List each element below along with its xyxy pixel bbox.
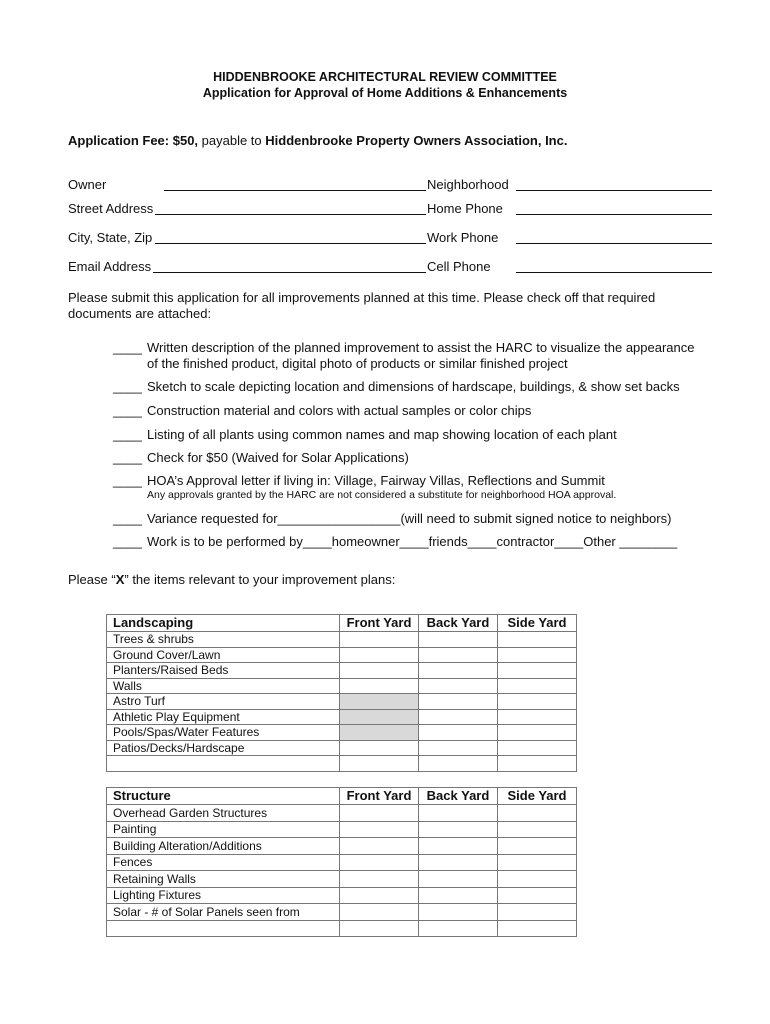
front-yard-cell[interactable] — [340, 678, 419, 694]
front-yard-cell[interactable] — [340, 756, 419, 772]
back-yard-cell[interactable] — [419, 920, 498, 937]
front-yard-cell-shaded — [340, 725, 419, 741]
table-row — [107, 887, 577, 904]
side-yard-cell[interactable] — [498, 647, 577, 663]
row-label: Fences — [107, 854, 340, 871]
column-header-side-yard: Side Yard — [498, 788, 577, 805]
row-label — [107, 756, 340, 772]
side-yard-cell[interactable] — [498, 887, 577, 904]
instructions: Please submit this application for all improvements planned at this time. Please check off that required documents are attached: — [68, 290, 656, 321]
x-instructions-after: ” the items relevant to your improvement plans: — [124, 572, 396, 587]
row-label: Retaining Walls — [107, 871, 340, 888]
back-yard-cell[interactable] — [419, 740, 498, 756]
front-yard-cell[interactable] — [340, 805, 419, 822]
table-row — [107, 821, 577, 838]
checkbox-blank[interactable]: ____ — [113, 403, 142, 418]
side-yard-cell[interactable] — [498, 821, 577, 838]
row-label: Trees & shrubs — [107, 632, 340, 648]
checklist-item: Variance requested for_________________(will need to submit signed notice to neighbors) — [147, 511, 672, 526]
back-yard-cell[interactable] — [419, 838, 498, 855]
side-yard-cell[interactable] — [498, 920, 577, 937]
back-yard-cell[interactable] — [419, 805, 498, 822]
front-yard-cell[interactable] — [340, 904, 419, 921]
table-row — [107, 663, 577, 679]
row-label: Overhead Garden Structures — [107, 805, 340, 822]
checkbox-blank[interactable]: ____ — [113, 340, 142, 355]
checkbox-blank[interactable]: ____ — [113, 511, 142, 526]
street-address-field[interactable] — [155, 214, 426, 215]
home-phone-label: Home Phone — [427, 201, 503, 216]
row-label: Ground Cover/Lawn — [107, 647, 340, 663]
row-label: Pools/Spas/Water Features — [107, 725, 340, 741]
owner-label: Owner — [68, 177, 107, 192]
back-yard-cell[interactable] — [419, 756, 498, 772]
front-yard-cell[interactable] — [340, 821, 419, 838]
front-yard-cell[interactable] — [340, 740, 419, 756]
back-yard-cell[interactable] — [419, 904, 498, 921]
row-label: Walls — [107, 678, 340, 694]
back-yard-cell[interactable] — [419, 632, 498, 648]
back-yard-cell[interactable] — [419, 678, 498, 694]
row-label: Solar - # of Solar Panels seen from — [107, 904, 340, 921]
table-row — [107, 694, 577, 710]
front-yard-cell[interactable] — [340, 854, 419, 871]
checklist-item: Work is to be performed by____homeowner____friends____contractor____Other ________ — [147, 534, 678, 549]
checkbox-blank[interactable]: ____ — [113, 427, 142, 442]
row-label: Painting — [107, 821, 340, 838]
row-label: Building Alteration/Additions — [107, 838, 340, 855]
column-header-back-yard: Back Yard — [419, 788, 498, 805]
side-yard-cell[interactable] — [498, 663, 577, 679]
x-mark: X — [115, 572, 125, 587]
back-yard-cell[interactable] — [419, 821, 498, 838]
checkbox-blank[interactable]: ____ — [113, 450, 142, 465]
column-header-front-yard: Front Yard — [340, 615, 419, 632]
checkbox-blank[interactable]: ____ — [113, 473, 142, 488]
front-yard-cell[interactable] — [340, 838, 419, 855]
table-row — [107, 756, 577, 772]
side-yard-cell[interactable] — [498, 740, 577, 756]
table-row — [107, 740, 577, 756]
checklist-item: Listing of all plants using common names and map showing location of each plant — [147, 427, 617, 442]
side-yard-cell[interactable] — [498, 694, 577, 710]
x-instructions-before: Please “ — [68, 572, 116, 587]
back-yard-cell[interactable] — [419, 854, 498, 871]
side-yard-cell[interactable] — [498, 854, 577, 871]
side-yard-cell[interactable] — [498, 871, 577, 888]
fee-payee: Hiddenbrooke Property Owners Association, Inc. — [265, 133, 568, 148]
table-row — [107, 854, 577, 871]
city-state-zip-label: City, State, Zip — [68, 230, 153, 245]
column-header-side-yard: Side Yard — [498, 615, 577, 632]
column-header-front-yard: Front Yard — [340, 788, 419, 805]
checkbox-blank[interactable]: ____ — [113, 379, 142, 394]
side-yard-cell[interactable] — [498, 838, 577, 855]
side-yard-cell[interactable] — [498, 632, 577, 648]
street-address-label: Street Address — [68, 201, 154, 216]
neighborhood-field[interactable] — [516, 190, 712, 191]
owner-field[interactable] — [164, 190, 426, 191]
checklist-item: Written description of the planned improvement to assist the HARC to visualize the appearance of the finished product, digital photo of products or similar finished project — [147, 340, 695, 371]
row-label: Athletic Play Equipment — [107, 709, 340, 725]
structure-header: Structure — [107, 788, 340, 805]
checklist-item: HOA’s Approval letter if living in: Village, Fairway Villas, Reflections and Summit — [147, 473, 605, 488]
checklist-item: Sketch to scale depicting location and dimensions of hardscape, buildings, & show set backs — [147, 379, 680, 394]
work-phone-field[interactable] — [516, 243, 712, 244]
cell-phone-field[interactable] — [516, 272, 712, 273]
fee-middle: payable to — [198, 133, 266, 148]
front-yard-cell[interactable] — [340, 632, 419, 648]
x-instructions — [68, 572, 395, 587]
home-phone-field[interactable] — [516, 214, 712, 215]
column-header-back-yard: Back Yard — [419, 615, 498, 632]
row-label — [107, 920, 340, 937]
table-row — [107, 904, 577, 921]
front-yard-cell[interactable] — [340, 920, 419, 937]
email-address-field[interactable] — [153, 272, 426, 273]
side-yard-cell[interactable] — [498, 725, 577, 741]
side-yard-cell[interactable] — [498, 805, 577, 822]
city-state-zip-field[interactable] — [155, 243, 426, 244]
email-address-label: Email Address — [68, 259, 152, 274]
back-yard-cell[interactable] — [419, 647, 498, 663]
work-phone-label: Work Phone — [427, 230, 499, 245]
checklist-item: Check for $50 (Waived for Solar Applications) — [147, 450, 409, 465]
row-label: Planters/Raised Beds — [107, 663, 340, 679]
form-title: HIDDENBROOKE ARCHITECTURAL REVIEW COMMITTEE — [213, 70, 557, 84]
table-row — [107, 920, 577, 937]
cell-phone-label: Cell Phone — [427, 259, 491, 274]
table-row — [107, 871, 577, 888]
form-subtitle: Application for Approval of Home Additions & Enhancements — [202, 86, 568, 100]
back-yard-cell[interactable] — [419, 709, 498, 725]
row-label: Patios/Decks/Hardscape — [107, 740, 340, 756]
front-yard-cell[interactable] — [340, 663, 419, 679]
back-yard-cell[interactable] — [419, 871, 498, 888]
checklist-item: Construction material and colors with actual samples or color chips — [147, 403, 532, 418]
front-yard-cell[interactable] — [340, 647, 419, 663]
back-yard-cell[interactable] — [419, 725, 498, 741]
front-yard-cell[interactable] — [340, 871, 419, 888]
structure-table — [106, 787, 577, 937]
table-row — [107, 709, 577, 725]
application-fee — [68, 133, 567, 148]
landscaping-table — [106, 614, 577, 772]
side-yard-cell[interactable] — [498, 756, 577, 772]
fee-label: Application Fee: $50, — [68, 133, 199, 148]
table-row — [107, 805, 577, 822]
hoa-note: Any approvals granted by the HARC are not considered a substitute for neighborhood HOA approval. — [147, 489, 617, 501]
table-row — [107, 647, 577, 663]
back-yard-cell[interactable] — [419, 663, 498, 679]
table-row — [107, 678, 577, 694]
landscaping-header: Landscaping — [107, 615, 340, 632]
side-yard-cell[interactable] — [498, 709, 577, 725]
table-row — [107, 725, 577, 741]
front-yard-cell[interactable] — [340, 887, 419, 904]
back-yard-cell[interactable] — [419, 694, 498, 710]
side-yard-cell[interactable] — [498, 678, 577, 694]
row-label: Astro Turf — [107, 694, 340, 710]
table-row — [107, 632, 577, 648]
row-label: Lighting Fixtures — [107, 887, 340, 904]
front-yard-cell-shaded — [340, 709, 419, 725]
front-yard-cell-shaded — [340, 694, 419, 710]
checkbox-blank[interactable]: ____ — [113, 534, 142, 549]
side-yard-cell[interactable] — [498, 904, 577, 921]
table-row — [107, 838, 577, 855]
neighborhood-label: Neighborhood — [427, 177, 509, 192]
back-yard-cell[interactable] — [419, 887, 498, 904]
